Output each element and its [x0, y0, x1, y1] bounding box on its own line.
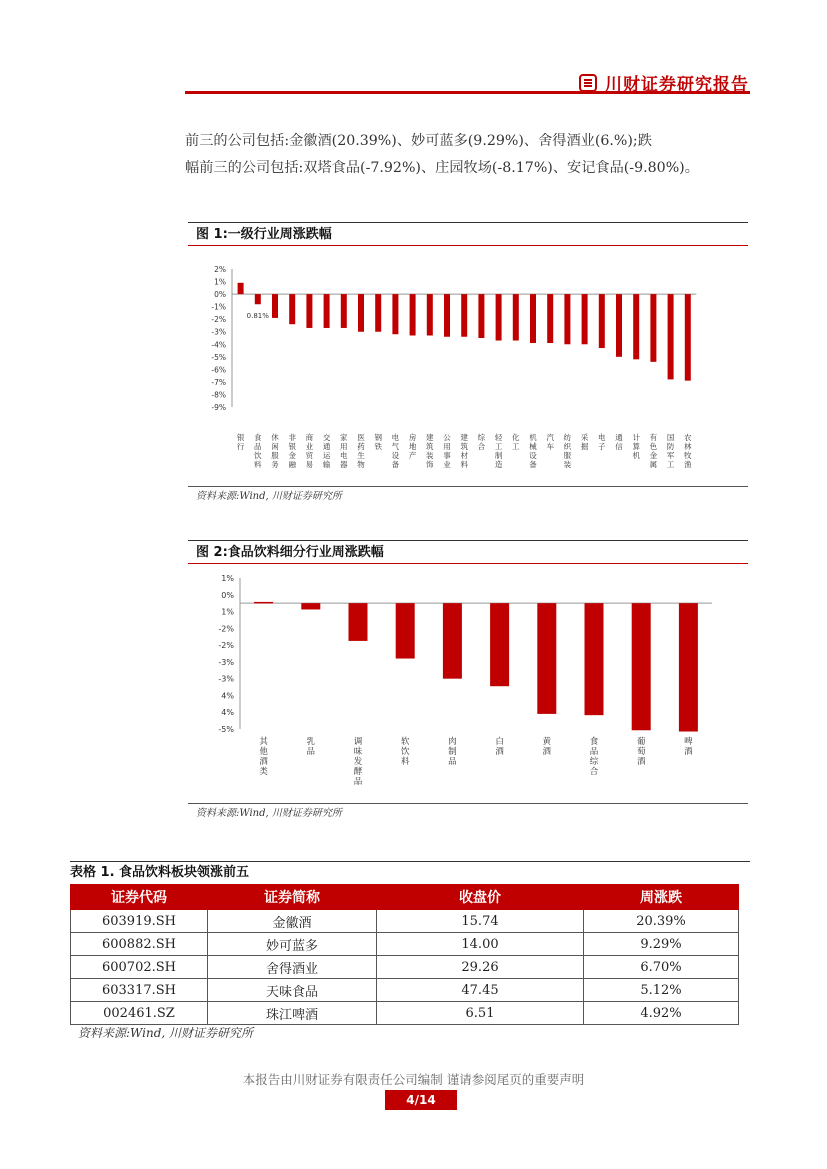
figure1-source: 资料来源:Wind, 川财证券研究所: [188, 486, 748, 506]
x-category-label: 公用事业: [443, 433, 451, 469]
cell-name: 天味食品: [208, 979, 377, 1002]
table-row: [71, 933, 739, 956]
bar: [301, 603, 320, 609]
bar: [650, 294, 656, 362]
x-category-label: 食品综合: [589, 737, 599, 777]
x-category-label: 软饮料: [400, 737, 410, 767]
bar: [272, 294, 278, 318]
x-category-label: 汽车: [546, 433, 554, 451]
y-tick-label: 0%: [214, 290, 226, 300]
y-tick-label: -3%: [218, 674, 234, 684]
x-category-label: 医药生物: [357, 433, 365, 469]
x-category-label: 电子: [598, 433, 606, 451]
x-category-label: 综合: [477, 433, 486, 451]
x-category-label: 交通运输: [322, 433, 331, 469]
bar: [599, 294, 605, 348]
cell-change: 9.29%: [584, 933, 739, 956]
table-source: 资料来源:Wind, 川财证券研究所: [78, 1026, 254, 1040]
x-category-label: 商业贸易: [305, 433, 314, 469]
cell-code: 002461.SZ: [71, 1002, 208, 1025]
cell-name: 金徽酒: [208, 910, 377, 933]
cell-change: 6.70%: [584, 956, 739, 979]
bar: [582, 294, 588, 344]
table-title: 表格 1. 食品饮料板块领涨前五: [70, 861, 750, 884]
y-tick-label: -1%: [211, 302, 226, 312]
y-tick-label: -2%: [211, 315, 226, 325]
x-category-label: 黄酒: [542, 737, 552, 757]
bar: [410, 294, 416, 335]
y-tick-label: -9%: [211, 403, 226, 412]
y-tick-label: -8%: [211, 390, 226, 400]
cell-code: 603919.SH: [71, 910, 208, 933]
bar: [530, 294, 536, 343]
bar: [564, 294, 570, 344]
figure2-title: 图 2:食品饮料细分行业周涨跌幅: [188, 540, 748, 564]
figure2-chart: [188, 566, 748, 802]
bar: [668, 294, 674, 379]
bar: [289, 294, 295, 324]
col-header-name: 证券简称: [208, 885, 377, 910]
cell-code: 603317.SH: [71, 979, 208, 1002]
cell-change: 4.92%: [584, 1002, 739, 1025]
y-tick-label: 1%: [221, 607, 234, 617]
table-row: [71, 910, 739, 933]
y-tick-label: 4%: [221, 691, 234, 701]
cell-name: 妙可蓝多: [208, 933, 377, 956]
bar: [679, 603, 698, 731]
y-tick-label: -6%: [211, 365, 226, 375]
bar: [513, 294, 519, 340]
x-category-label: 纺织服装: [563, 433, 572, 469]
bar: [392, 294, 398, 334]
x-category-label: 电气设备: [391, 433, 400, 469]
cell-close: 29.26: [377, 956, 584, 979]
y-tick-label: 0%: [221, 590, 234, 600]
x-category-label: 计算机: [632, 433, 640, 460]
y-tick-label: 1%: [214, 277, 226, 287]
cell-close: 47.45: [377, 979, 584, 1002]
x-category-label: 白酒: [495, 737, 504, 757]
bar: [633, 294, 639, 359]
bar: [585, 603, 604, 715]
y-tick-label: -4%: [211, 340, 226, 350]
bar: [537, 603, 556, 714]
x-category-label: 有色金属: [649, 433, 658, 469]
x-category-label: 机械设备: [529, 433, 537, 469]
x-category-label: 啤酒: [684, 737, 693, 757]
brand-name: 川财证券研究报告: [605, 75, 749, 95]
bar: [490, 603, 509, 686]
x-category-label: 轻工制造: [494, 433, 503, 469]
cell-change: 5.12%: [584, 979, 739, 1002]
x-category-label: 银行: [236, 433, 245, 451]
bar: [254, 602, 273, 604]
x-category-label: 休闲服务: [271, 433, 279, 469]
company-logo-icon: [579, 74, 597, 92]
bar: [444, 294, 450, 337]
cell-close: 15.74: [377, 910, 584, 933]
top-gainers-table: [70, 884, 739, 1025]
figure1-title: 图 1:一级行业周涨跌幅: [188, 222, 748, 246]
figure1-chart: [188, 248, 748, 484]
bar: [496, 294, 502, 340]
y-tick-label: -5%: [218, 725, 234, 734]
x-category-label: 食品饮料: [254, 433, 262, 469]
bar: [306, 294, 312, 328]
x-category-label: 建筑装饰: [426, 433, 434, 469]
page-number: 4/14: [385, 1090, 457, 1110]
x-category-label: 采掘: [580, 433, 589, 451]
x-category-label: 葡萄酒: [636, 737, 646, 767]
y-tick-label: -3%: [211, 327, 226, 337]
bar: [324, 294, 330, 328]
bar: [341, 294, 347, 328]
cell-close: 14.00: [377, 933, 584, 956]
x-category-label: 钢铁: [374, 433, 382, 451]
bar: [358, 294, 364, 332]
bar: [427, 294, 433, 335]
bar: [632, 603, 651, 730]
x-category-label: 非银金融: [288, 433, 296, 469]
header-rule: [185, 91, 750, 94]
y-tick-label: -2%: [218, 641, 234, 651]
figure2-source: 资料来源:Wind, 川财证券研究所: [188, 803, 748, 823]
bar: [375, 294, 381, 332]
bar: [616, 294, 622, 357]
cell-name: 舍得酒业: [208, 956, 377, 979]
bar: [685, 294, 691, 381]
bar: [547, 294, 553, 343]
bar: [443, 603, 462, 679]
y-tick-label: -2%: [218, 624, 234, 634]
cell-code: 600882.SH: [71, 933, 208, 956]
bar: [478, 294, 484, 338]
y-tick-label: 2%: [214, 265, 226, 274]
bar: [461, 294, 467, 337]
intro-paragraph: [185, 128, 765, 182]
intro-line-2: 幅前三的公司包括:双塔食品(-7.92%)、庄园牧场(-8.17%)、安记食品(-9.80%)。: [185, 160, 699, 176]
bar: [255, 294, 261, 304]
x-category-label: 通信: [615, 433, 623, 451]
table-row: [71, 956, 739, 979]
y-tick-label: 1%: [221, 574, 234, 583]
y-tick-label: 4%: [221, 708, 234, 718]
x-category-label: 国防军工: [666, 433, 675, 469]
intro-line-1: 前三的公司包括:金徽酒(20.39%)、妙可蓝多(9.29%)、舍得酒业(6.%);跌: [185, 133, 652, 149]
x-category-label: 建筑材料: [460, 433, 468, 469]
y-tick-label: -3%: [218, 657, 234, 667]
col-header-close: 收盘价: [377, 885, 584, 910]
col-header-change: 周涨跌: [584, 885, 739, 910]
cell-code: 600702.SH: [71, 956, 208, 979]
cell-name: 珠江啤酒: [208, 1002, 377, 1025]
col-header-code: 证券代码: [71, 885, 208, 910]
footer-disclaimer: 本报告由川财证券有限责任公司编制 谨请参阅尾页的重要声明: [242, 1072, 585, 1087]
table-row: [71, 979, 739, 1002]
x-category-label: 调味发酵品: [353, 737, 363, 787]
bar: [349, 603, 368, 641]
x-category-label: 家用电器: [340, 433, 348, 469]
bar: [396, 603, 415, 658]
y-tick-label: -5%: [211, 352, 226, 362]
cell-change: 20.39%: [584, 910, 739, 933]
x-category-label: 其他酒类: [259, 737, 268, 777]
y-tick-label: -7%: [211, 377, 226, 387]
x-category-label: 肉制品: [448, 737, 457, 767]
x-category-label: 房地产: [408, 433, 417, 460]
cell-close: 6.51: [377, 1002, 584, 1025]
data-annotation: 0.81%: [246, 312, 269, 321]
x-category-label: 化工: [512, 433, 520, 451]
bar: [238, 283, 244, 294]
x-category-label: 农林牧渔: [684, 433, 692, 469]
table-header-row: [71, 885, 739, 910]
table-row: [71, 1002, 739, 1025]
x-category-label: 乳品: [306, 737, 316, 757]
